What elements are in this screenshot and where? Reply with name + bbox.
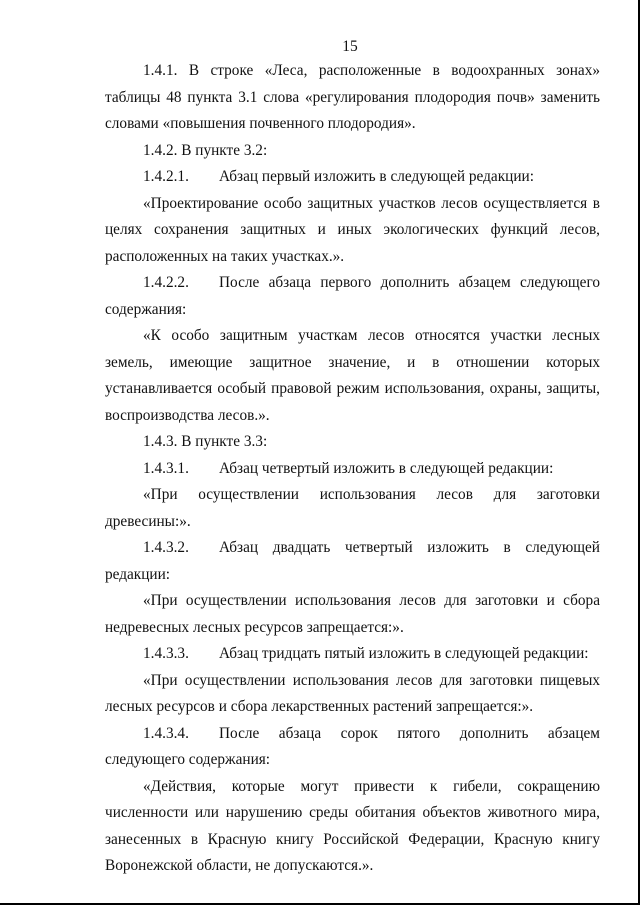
- paragraph-1-4-3-3: [105, 641, 600, 668]
- quoted-paragraph-red-book: «Действия, которые могут привести к гибели, сокращению численности или нарушению среды обитания объектов животного мира, занесенных в Красную книгу Российской Федерации, Красную книгу Воронежской области, не допускаются.».: [105, 777, 600, 874]
- clause-text: После абзаца первого дополнить абзацем следующего содержания:: [105, 274, 600, 318]
- clause-text: После абзаца сорок пятого дополнить абзацем следующего содержания:: [105, 724, 600, 768]
- clause-number: 1.4.2.1.: [143, 168, 189, 185]
- quoted-paragraph-non-timber: «При осуществлении использования лесов для заготовки и сбора недревесных лесных ресурсов запрещается:».: [105, 592, 600, 636]
- quoted-paragraph-protective-design: «Проектирование особо защитных участков лесов осуществляется в целях сохранения защитных и иных экологических функций лесов, расположенных на таких участках.».: [105, 194, 600, 265]
- paragraph-1-4-3-2: [105, 535, 600, 588]
- clause-number: 1.4.3.3.: [143, 645, 189, 662]
- clause-text: Абзац первый изложить в следующей редакции:: [219, 168, 534, 185]
- clause-text: Абзац двадцать четвертый изложить в следующей редакции:: [105, 539, 600, 583]
- paragraph-1-4-1: 1.4.1. В строке «Леса, расположенные в водоохранных зонах» таблицы 48 пункта 3.1 слова «регулирования плодородия почв» заменить словами «повышения почвенного плодородия».: [105, 62, 600, 132]
- clause-text: Абзац четвертый изложить в следующей редакции:: [219, 459, 554, 477]
- quoted-paragraph-protective-areas: «К особо защитным участкам лесов относятся участки лесных земель, имеющие защитное значение, и в отношении которых устанавливается особый правовой режим использования, охраны, защиты, воспроизводства лесов.».: [105, 327, 600, 424]
- paragraph-1-4-3: 1.4.3. В пункте 3.3:: [143, 433, 268, 450]
- quoted-paragraph-food-resources: «При осуществлении использования лесов для заготовки пищевых лесных ресурсов и сбора лекарственных растений запрещается:».: [105, 671, 600, 715]
- paragraph-1-4-2-2: [105, 270, 600, 323]
- paragraph-1-4-2-1: [105, 164, 600, 191]
- page-number: 15: [342, 38, 358, 55]
- clause-number: 1.4.3.1.: [143, 459, 189, 477]
- paragraph-1-4-2: 1.4.2. В пункте 3.2:: [143, 141, 268, 159]
- paragraph-1-4-3-1: [105, 456, 600, 483]
- paragraph-1-4-3-4: [105, 721, 600, 774]
- clause-number: 1.4.3.4.: [143, 724, 189, 742]
- quoted-paragraph-timber: «При осуществлении использования лесов для заготовки древесины:».: [105, 486, 600, 530]
- document-body: [105, 58, 600, 880]
- clause-number: 1.4.2.2.: [143, 274, 189, 291]
- clause-number: 1.4.3.2.: [143, 539, 189, 556]
- clause-text: Абзац тридцать пятый изложить в следующей редакции:: [219, 645, 589, 662]
